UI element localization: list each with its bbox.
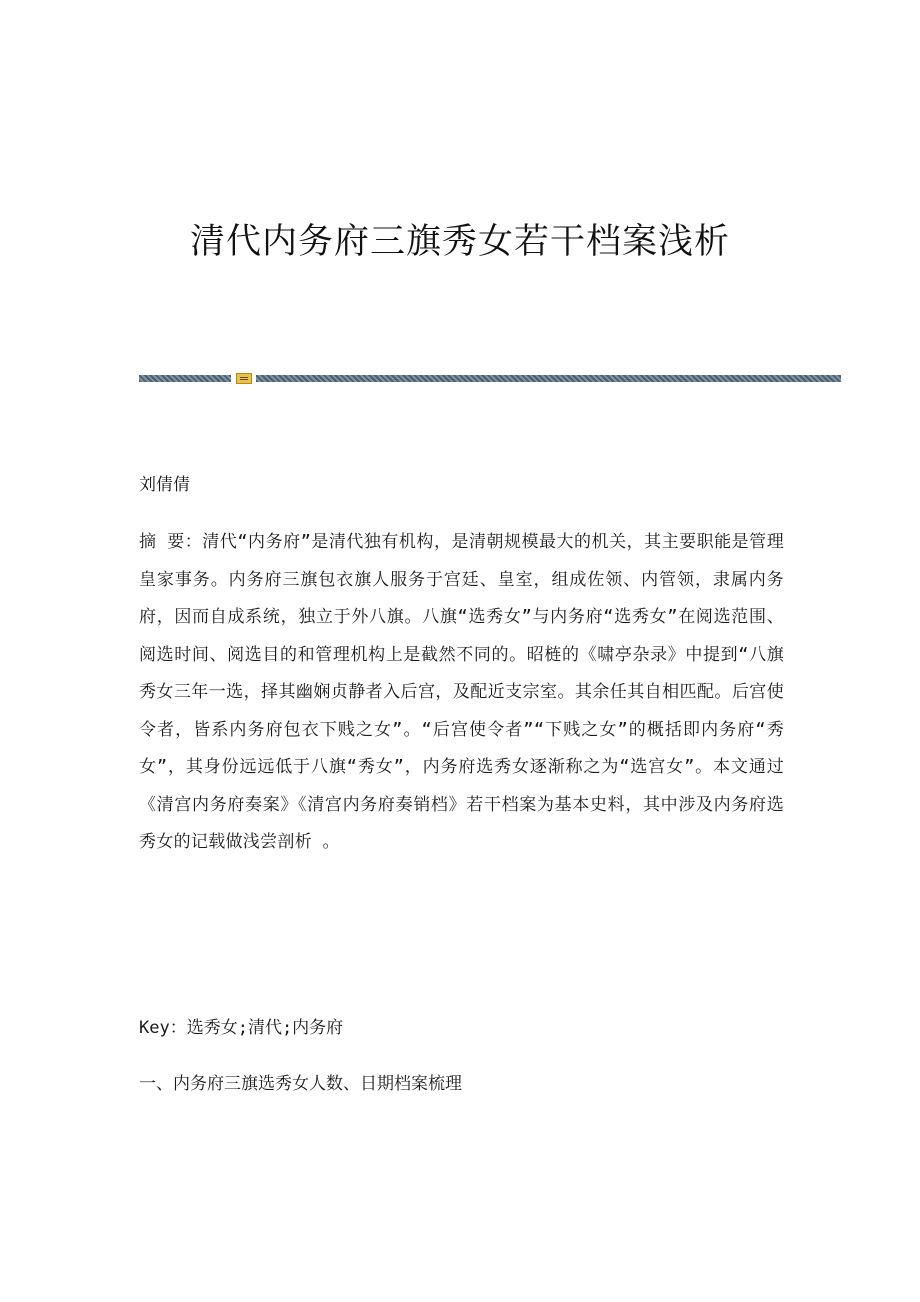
title-divider [139,374,841,384]
author-name: 刘倩倩 [139,475,190,495]
divider-ornament-icon [236,373,252,384]
divider-bar-right [256,375,841,382]
abstract-paragraph: 摘 要：清代“内务府”是清代独有机构，是清朝规模最大的机关，其主要职能是管理皇家事务。内务府三旗包衣旗人服务于宫廷、皇室，组成佐领、内管领，隶属内务府，因而自成系统，独立于外八旗。八旗“选秀女”与内务府“选秀女”在阅选范围、阅选时间、阅选目的和管理机构上是截然不同的。昭梿的《啸亭杂录》中提到“八旗秀女三年一选，择其幽娴贞静者入后宫，及配近支宗室。其余任其自相匹配。后宫使令者，皆系内务府包衣下贱之女”。“后宫使令者”“下贱之女”的概括即内务府“秀女”，其身份远远低于八旗“秀女”，内务府选秀女逐渐称之为“选宫女”。本文通过《清宫内务府奏案》《清宫内务府奏销档》若干档案为基本史料，其中涉及内务府选秀女的记载做浅尝剖析 。 [139,532,784,852]
divider-bar-left [139,375,231,382]
document-title: 清代内务府三旗秀女若干档案浅析 [189,222,730,262]
keywords-line: Key：选秀女;清代;内务府 [139,1018,344,1038]
section-heading: 一、内务府三旗选秀女人数、日期档案梳理 [139,1074,462,1094]
